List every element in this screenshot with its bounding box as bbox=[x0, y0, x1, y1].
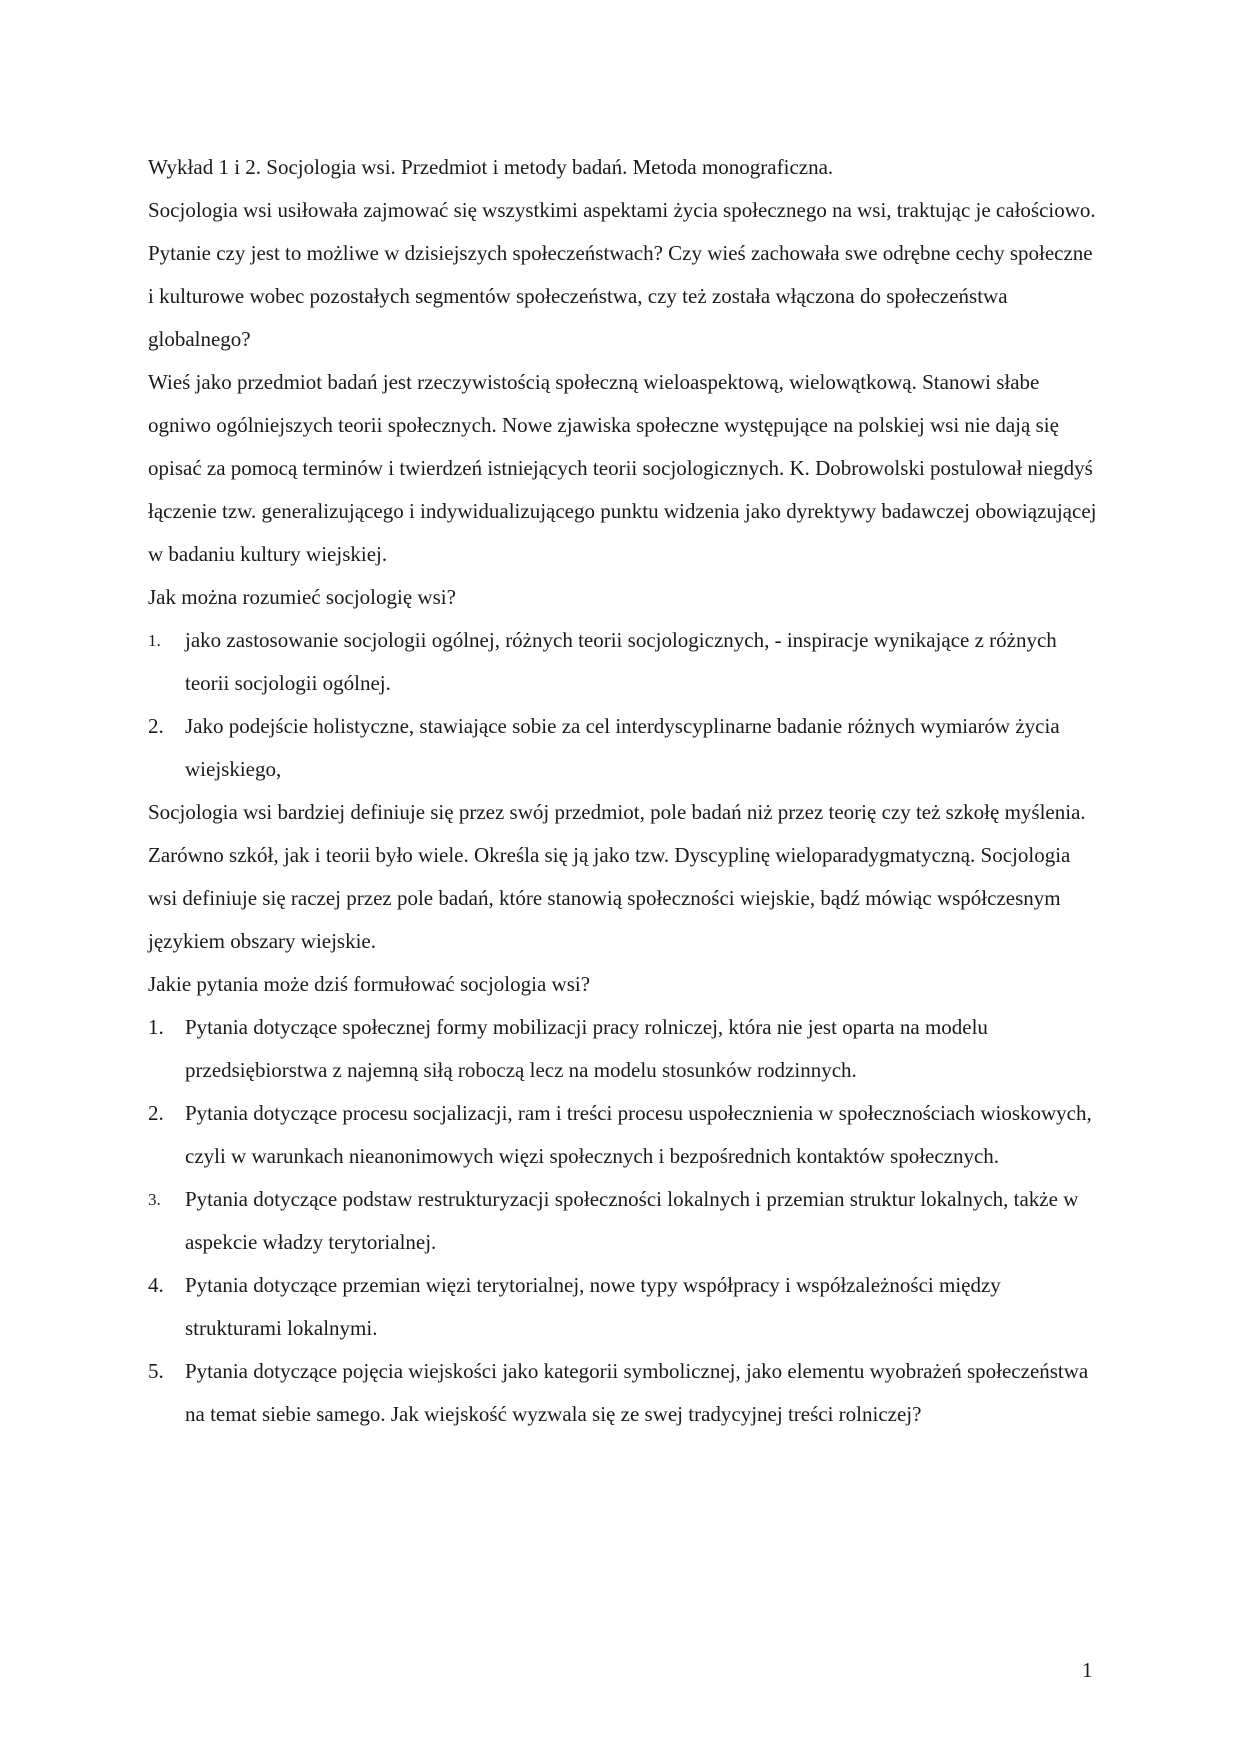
list-item-number: 2. bbox=[148, 1101, 164, 1125]
list-questions bbox=[148, 1006, 1098, 1436]
list-item-text: Pytania dotyczące społecznej formy mobilizacji pracy rolniczej, która nie jest oparta na modelu przedsiębiorstwa z najemną siłą roboczą lecz na modelu stosunków rodzinnych. bbox=[185, 1015, 988, 1082]
list-understanding bbox=[148, 619, 1098, 791]
paragraph-intro-1: Socjologia wsi usiłowała zajmować się wszystkimi aspektami życia społecznego na wsi, traktując je całościowo. Pytanie czy jest to możliwe w dzisiejszych społeczeństwach? Czy wieś zachowała swe odrębne cechy społeczne i kulturowe wobec pozostałych segmentów społeczeństwa, czy też została włączona do społeczeństwa globalnego? bbox=[148, 198, 1096, 351]
document-page bbox=[148, 146, 1098, 1436]
list-item-text: Pytania dotyczące podstaw restrukturyzacji społeczności lokalnych i przemian struktur lokalnych, także w aspekcie władzy terytorialnej. bbox=[185, 1187, 1079, 1254]
list-item-text: jako zastosowanie socjologii ogólnej, różnych teorii socjologicznych, - inspiracje wynikające z różnych teorii socjologii ogólnej. bbox=[185, 628, 1057, 695]
list-item bbox=[148, 1264, 1098, 1350]
paragraph-intro-2: Wieś jako przedmiot badań jest rzeczywistością społeczną wieloaspektową, wielowątkową. Stanowi słabe ogniwo ogólniejszych teorii społecznych. Nowe zjawiska społeczne występujące na polskiej wsi nie dają się opisać za pomocą terminów i twierdzeń istniejących teorii socjologicznych. K. Dobrowolski postulował niegdyś łączenie tzw. generalizującego i indywidualizującego punktu widzenia jako dyrektywy badawczej obowiązującej w badaniu kultury wiejskiej. bbox=[148, 370, 1097, 566]
list-item bbox=[148, 1006, 1098, 1092]
list-item bbox=[148, 1092, 1098, 1178]
list-item-text: Pytania dotyczące przemian więzi terytorialnej, nowe typy współpracy i współzależności między strukturami lokalnymi. bbox=[185, 1273, 1001, 1340]
question-heading-questions: Jakie pytania może dziś formułować socjologia wsi? bbox=[148, 972, 591, 996]
list-item bbox=[148, 705, 1098, 791]
list-item-text: Pytania dotyczące pojęcia wiejskości jako kategorii symbolicznej, jako elementu wyobrażeń społeczeństwa na temat siebie samego. Jak wiejskość wyzwala się ze swej tradycyjnej treści rolniczej? bbox=[185, 1359, 1089, 1426]
list-item-number: 4. bbox=[148, 1273, 164, 1297]
list-item-number: 1. bbox=[148, 1015, 164, 1039]
page-number: 1 bbox=[1082, 1658, 1093, 1682]
list-item-text: Jako podejście holistyczne, stawiające sobie za cel interdyscyplinarne badanie różnych wymiarów życia wiejskiego, bbox=[185, 714, 1060, 781]
document-title: Wykład 1 i 2. Socjologia wsi. Przedmiot i metody badań. Metoda monograficzna. bbox=[148, 155, 834, 179]
list-item-text: Pytania dotyczące procesu socjalizacji, ram i treści procesu uspołecznienia w społecznościach wioskowych, czyli w warunkach nieanonimowych więzi społecznych i bezpośrednich kontaktów społecznych. bbox=[185, 1101, 1092, 1168]
list-item-number: 3. bbox=[148, 1190, 161, 1209]
list-item-number: 2. bbox=[148, 714, 164, 738]
list-item bbox=[148, 619, 1098, 705]
list-item bbox=[148, 1350, 1098, 1436]
list-item-number: 5. bbox=[148, 1359, 164, 1383]
list-item-number: 1. bbox=[148, 631, 161, 650]
paragraph-middle-1: Socjologia wsi bardziej definiuje się przez swój przedmiot, pole badań niż przez teorię czy też szkołę myślenia. Zarówno szkół, jak i teorii było wiele. Określa się ją jako tzw. Dyscyplinę wieloparadygmatyczną. Socjologia wsi definiuje się raczej przez pole badań, które stanowią społeczności wiejskie, bądź mówiąc współczesnym językiem obszary wiejskie. bbox=[148, 800, 1086, 953]
list-item bbox=[148, 1178, 1098, 1264]
question-heading-understanding: Jak można rozumieć socjologię wsi? bbox=[148, 585, 456, 609]
